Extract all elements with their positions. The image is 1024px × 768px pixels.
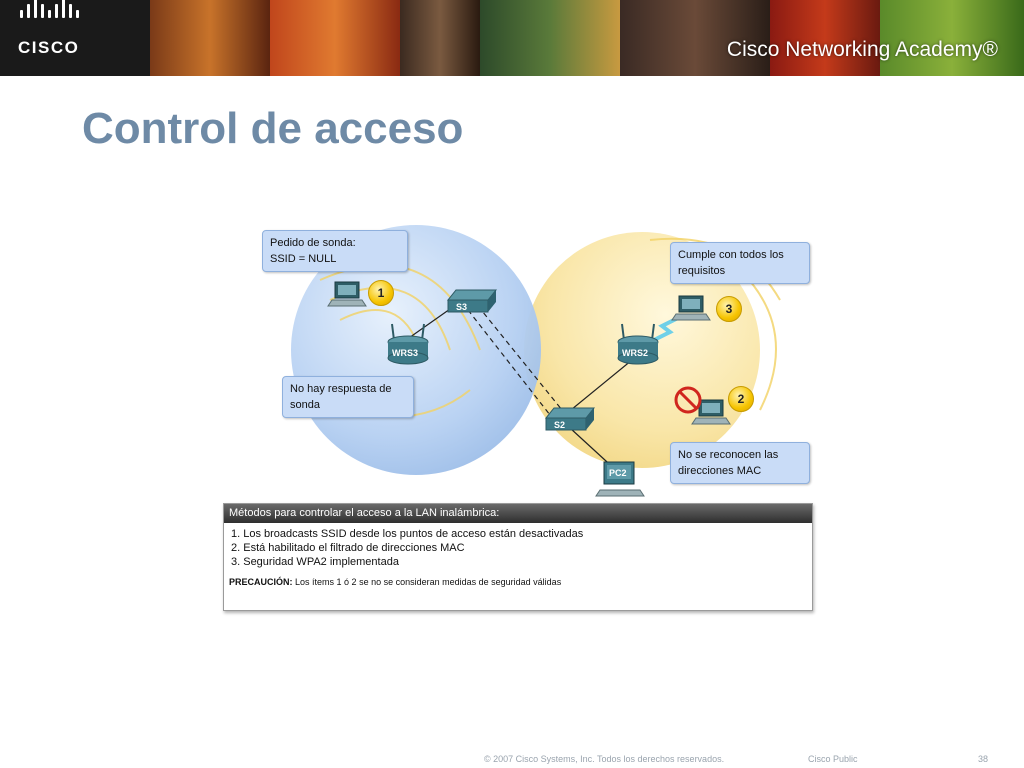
methods-list-item: 2. Está habilitado el filtrado de direcciones MAC [231,542,465,554]
wrs2-label: WRS2 [622,348,649,358]
callout-text: requisitos [678,265,726,277]
s3-label: S3 [456,302,468,312]
callout-meets-requirements [670,242,810,284]
callout-text: Pedido de sonda: [270,237,356,249]
methods-list-item: 1. Los broadcasts SSID desde los puntos de acceso están desactivadas [231,528,584,540]
cisco-logo [18,14,98,62]
callout-text: No se reconocen las [678,449,779,461]
methods-panel [223,503,813,611]
switch-icon [546,408,594,430]
wrs3-label: WRS3 [392,348,419,358]
banner-photo [400,0,480,76]
banner-photo [150,0,270,76]
switch-icon [448,290,496,312]
academy-title: Cisco Networking Academy® [726,38,998,61]
footer-page-number: 38 [978,754,989,764]
banner-photo [270,0,400,76]
callout-no-response [282,376,414,418]
callout-mac-unknown [670,442,810,484]
precaution-label: PRECAUCIÓN: [229,577,293,587]
footer-classification: Cisco Public [808,754,858,764]
precaution-note [229,577,812,587]
callout-text: No hay respuesta de [290,383,392,395]
callout-text: SSID = NULL [270,253,337,265]
s2-label: S2 [554,420,566,430]
step-badge-2: 2 [728,386,754,412]
callout-text: sonda [290,399,320,411]
pc2-label: PC2 [609,468,627,478]
precaution-text: Los ítems 1 ó 2 se no se consideran medidas de seguridad válidas [295,577,562,587]
step-badge-1: 1 [368,280,394,306]
callout-probe-request [262,230,408,272]
callout-text: Cumple con todos los [678,249,784,261]
methods-list-item: 3. Seguridad WPA2 implementada [231,556,399,568]
banner-photo [480,0,620,76]
methods-header: Métodos para controlar el acceso a la LAN inalámbrica: [224,504,812,523]
footer-copyright: © 2007 Cisco Systems, Inc. Todos los derechos reservados. [484,754,725,764]
cisco-wordmark: CISCO [18,38,80,57]
page-title: Control de acceso [82,104,464,153]
step-badge-3: 3 [716,296,742,322]
header-banner [0,0,1024,76]
footer [0,752,1024,768]
methods-list [224,527,812,569]
callout-text: direcciones MAC [678,465,762,477]
